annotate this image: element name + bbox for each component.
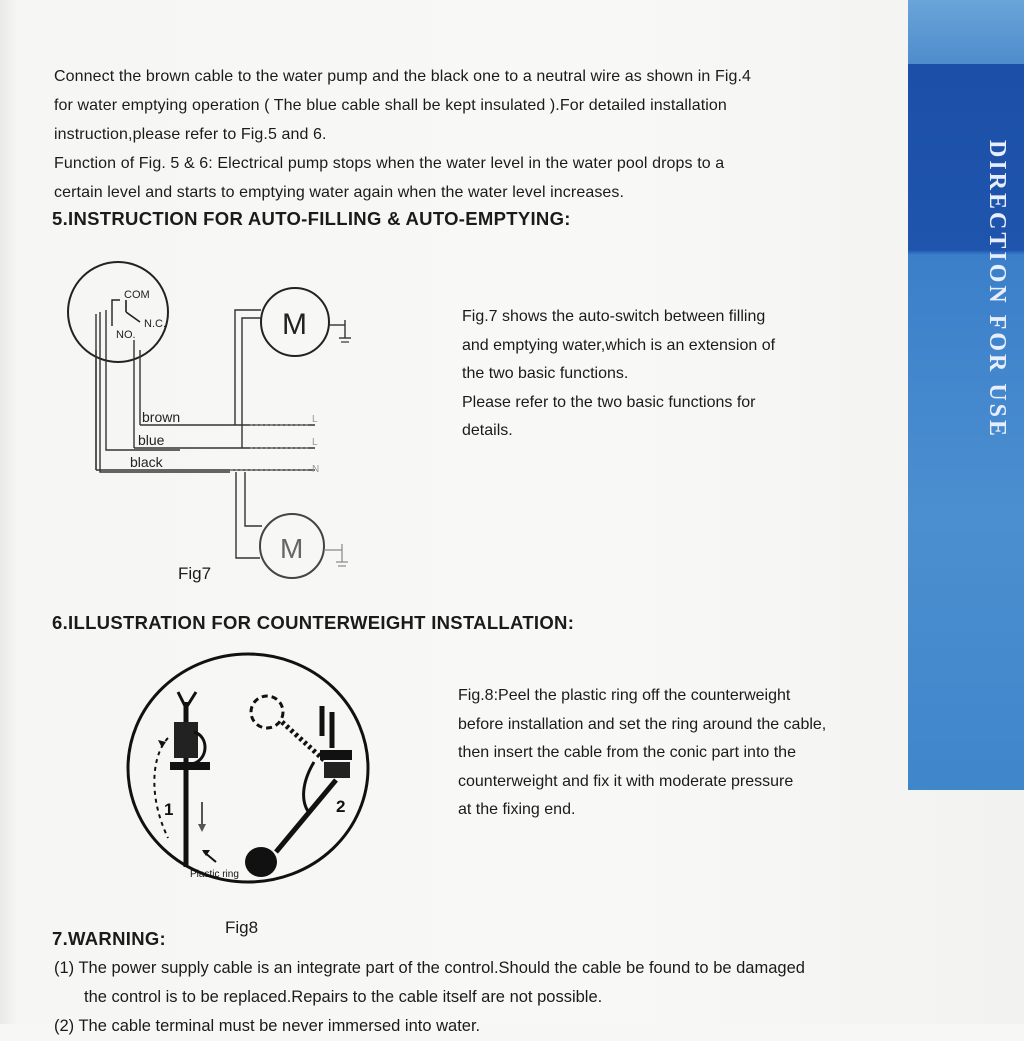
warning-line: the control is to be replaced.Repairs to the cable itself are not possible. — [84, 988, 603, 1006]
warning-line: (1) The power supply cable is an integrate part of the control.Should the cable be found to be damaged — [54, 959, 805, 977]
step-1-label: 1 — [164, 800, 174, 819]
brown-label: brown — [142, 409, 181, 425]
section-6-heading: 6.ILLUSTRATION FOR COUNTERWEIGHT INSTALLATION: — [52, 612, 575, 633]
fig8-caption: Fig8 — [225, 918, 259, 937]
intro-paragraph — [54, 62, 884, 207]
section-6-text — [458, 682, 826, 825]
section-6-line: at the fixing end. — [458, 801, 576, 818]
nc-label: N.C. — [144, 318, 166, 330]
section-5-line: and emptying water,which is an extension of — [462, 336, 776, 354]
warning-item-1 — [54, 954, 894, 1012]
intro-line: for water emptying operation ( The blue cable shall be kept insulated ).For detailed installation — [54, 97, 727, 114]
switch-circle — [68, 262, 168, 362]
fig8-counterweight-diagram — [124, 652, 374, 888]
section-6-line: then insert the cable from the conic part into the — [458, 744, 796, 761]
section-5-line: details. — [462, 422, 513, 439]
l2-label: L — [312, 437, 318, 448]
fig7-caption: Fig7 — [178, 564, 212, 583]
section-5-text — [462, 303, 775, 446]
intro-line: certain level and starts to emptying water again when the water level increases. — [54, 184, 625, 201]
step-2-label: 2 — [336, 797, 346, 816]
section-5-line: the two basic functions. — [462, 365, 629, 382]
com-label: COM — [124, 289, 150, 301]
blue-label: blue — [138, 432, 165, 448]
plastic-ring-label: Plastic ring — [190, 869, 239, 880]
motor-bottom-label: M — [280, 533, 304, 564]
section-7-heading: 7.WARNING: — [52, 928, 166, 949]
section-5-line: Fig.7 shows the auto-switch between filling — [462, 308, 766, 325]
section-6-line: Fig.8:Peel the plastic ring off the counterweight — [458, 687, 791, 704]
intro-line: instruction,please refer to Fig.5 and 6. — [54, 126, 327, 143]
banner-title: DIRECTION FOR USE — [984, 140, 1010, 440]
n-label: N — [312, 464, 320, 475]
section-6-line: counterweight and fix it with moderate pressure — [458, 772, 794, 790]
intro-line: Function of Fig. 5 & 6: Electrical pump stops when the water level in the water pool drops to a — [54, 155, 725, 172]
section-5-heading: 5.INSTRUCTION FOR AUTO-FILLING & AUTO-EMPTYING: — [52, 208, 571, 229]
section-6-line: before installation and set the ring around the cable, — [458, 715, 827, 733]
black-label: black — [130, 454, 163, 470]
warning-item-2 — [54, 1012, 894, 1041]
warning-list — [54, 954, 894, 1041]
l1-label: L — [312, 414, 318, 425]
no-label: NO. — [116, 329, 136, 341]
section-5-line: Please refer to the two basic functions for — [462, 393, 756, 411]
motor-top-label: M — [282, 308, 307, 341]
intro-line: Connect the brown cable to the water pump and the black one to a neutral wire as shown in Fig.4 — [54, 68, 752, 85]
warning-line: (2) The cable terminal must be never immersed into water. — [54, 1017, 481, 1035]
fig7-wiring-diagram — [60, 250, 380, 590]
